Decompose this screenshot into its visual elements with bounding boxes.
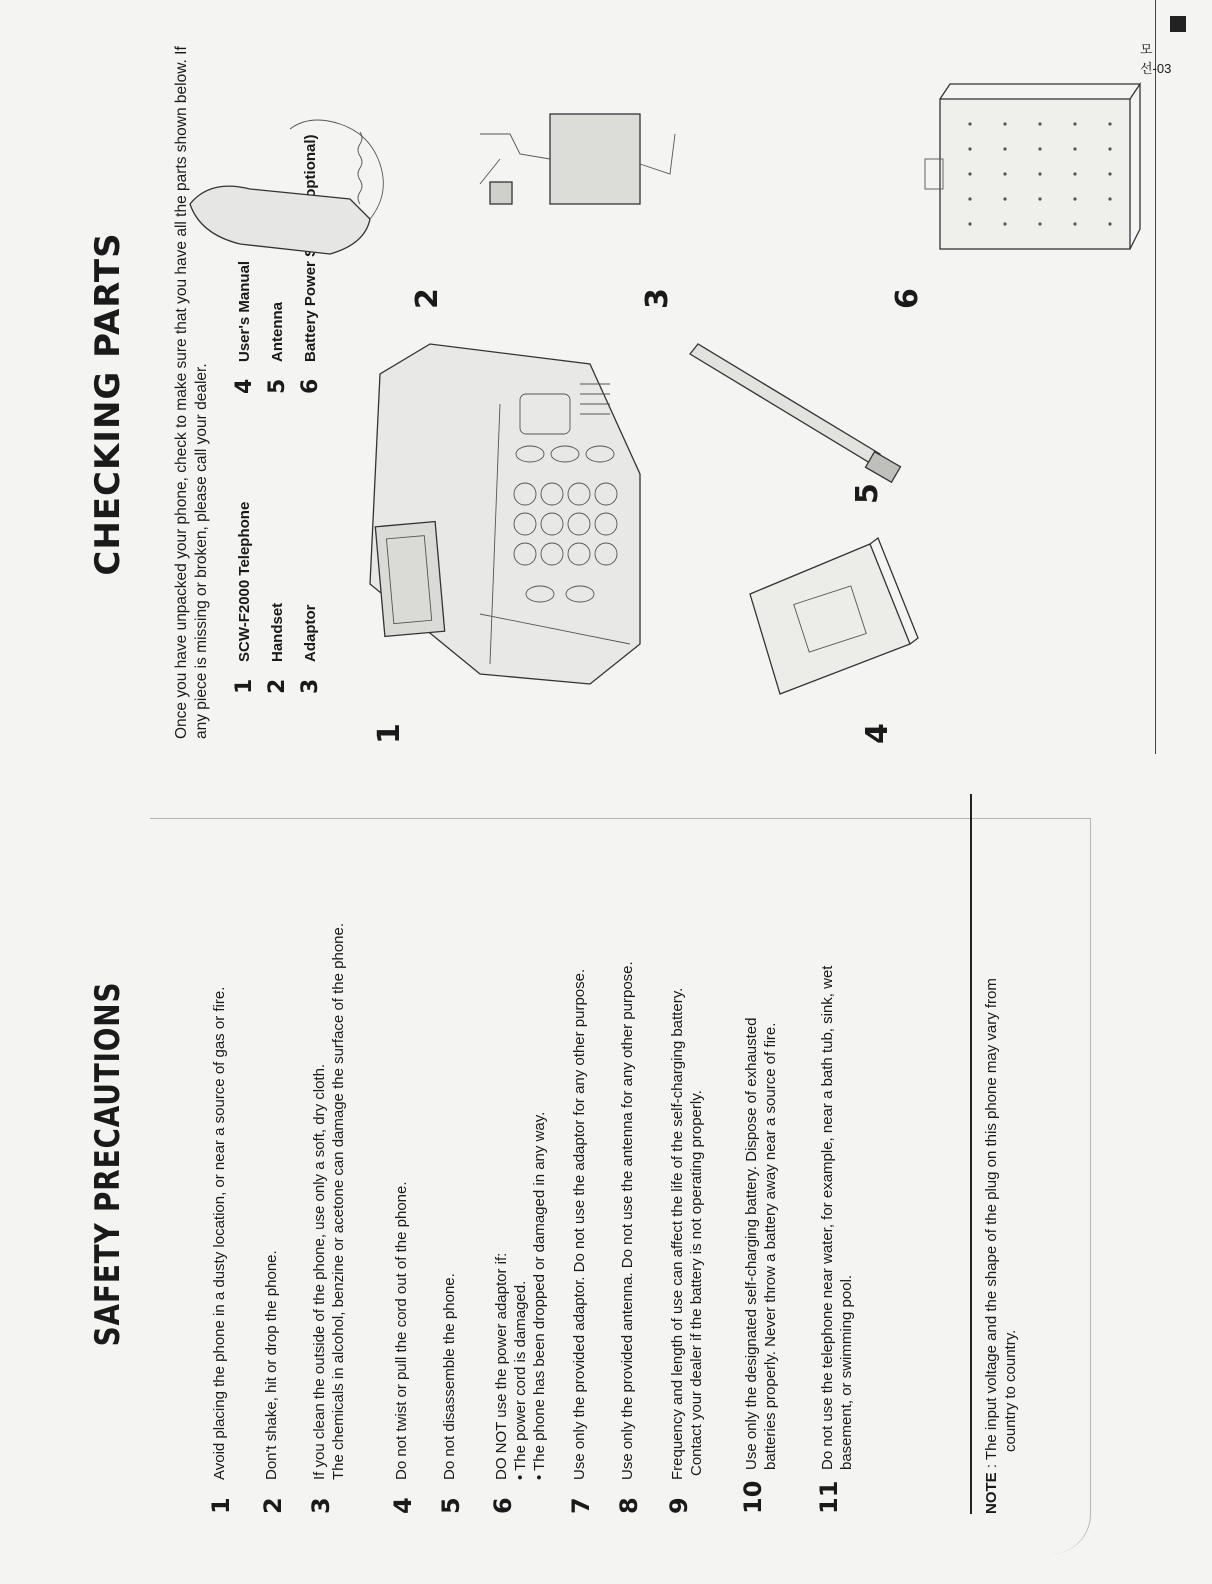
precaution-text: Avoid placing the phone in a dusty location, or near a source of gas or fire. [211,986,228,1480]
part-number: 5 [265,378,290,394]
part-label: Antenna [269,302,286,362]
figure-number-5: 5 [850,483,885,504]
precaution-line: Contact your dealer if the battery is not operating properly. [688,1090,705,1476]
manual-illustration [740,534,930,704]
part-label: Handset [269,602,286,662]
part-item [265,394,290,694]
precaution-line: • The power cord is damaged. [512,1280,529,1480]
precaution-number: 10 [739,1480,767,1514]
part-number: 3 [298,678,323,694]
figure-number-2: 2 [410,288,445,309]
antenna-illustration [680,334,910,494]
telephone-illustration [340,324,660,704]
handset-illustration [180,74,410,274]
precaution-number: 6 [489,1497,517,1514]
note-text: : The input voltage and the shape of the plug on this phone may vary from [983,978,1000,1473]
precaution-text: Use only the provided antenna. Do not use the antenna for any other purpose. [619,961,636,1480]
bottom-rule [1155,0,1156,754]
precaution-number: 2 [259,1497,287,1514]
precaution-number: 3 [307,1497,335,1514]
precaution-item [259,814,287,1514]
precaution-line: The chemicals in alcohol, benzine or acetone can damage the surface of the phone. [330,922,347,1480]
precaution-line: batteries properly. Never throw a battery away near a source of fire. [762,1022,779,1470]
precaution-text [492,1112,549,1480]
precaution-line: basement, or swimming pool. [838,1274,855,1470]
note-label: NOTE [983,1472,1000,1514]
precaution-item [207,814,235,1514]
part-number: 6 [298,378,323,394]
precaution-text: Don't shake, hit or drop the phone. [263,1250,280,1480]
precaution-number: 1 [207,1497,235,1514]
parts-intro: Once you have unpacked your phone, check to make sure that you have all the parts shown below. If any piece is missing or broken, please call your dealer. [173,46,210,739]
precaution-number: 11 [815,1480,843,1514]
battery-illustration [920,59,1150,269]
adaptor-illustration [470,64,690,264]
part-item [232,394,257,694]
precaution-item [739,814,780,1514]
parts-title: CHECKING PARTS [88,232,128,576]
precaution-text: Do not disassemble the phone. [441,1273,458,1480]
precaution-item [615,814,643,1514]
safety-title: SAFETY PRECAUTIONS [88,981,128,1347]
precaution-number: 4 [389,1497,417,1514]
precaution-item [389,814,417,1514]
precaution-text: Use only the provided adaptor. Do not use the adaptor for any other purpose. [571,968,588,1480]
figure-number-4: 4 [860,723,895,744]
note-text-continued: country to country. [1002,1329,1019,1452]
part-number: 4 [232,378,257,394]
part-label: SCW-F2000 Telephone [236,501,253,662]
precaution-text [310,923,348,1480]
precaution-item [815,814,856,1514]
precaution-text: Do not twist or pull the cord out of the phone. [393,1181,410,1480]
figure-number-1: 1 [372,723,407,744]
precaution-item [437,814,465,1514]
note [970,794,1020,1514]
precaution-item [665,814,706,1514]
figure-number-6: 6 [890,288,925,309]
part-number: 2 [265,678,290,694]
precaution-number: 9 [665,1497,693,1514]
page-mark [1170,16,1186,32]
part-label: Adaptor [302,604,319,662]
precaution-number: 7 [567,1497,595,1514]
precaution-line: Frequency and length of use can affect the life of the self-charging battery. [669,987,686,1480]
document-code: 모선-03 [1140,42,1172,76]
precaution-number: 8 [615,1497,643,1514]
precaution-item [567,814,595,1514]
precaution-item [307,814,348,1514]
part-number: 1 [232,678,257,694]
precaution-text [668,988,706,1480]
precaution-number: 5 [437,1497,465,1514]
precaution-line: • The phone has been dropped or damaged in any way. [531,1111,548,1480]
precaution-line: If you clean the outside of the phone, use only a soft, dry cloth. [311,1063,328,1480]
precaution-line: Do not use the telephone near water, for example, near a bath tub, sink, wet [819,965,836,1470]
part-label: User's Manual [236,260,253,362]
part-item [298,394,323,694]
precaution-text [742,1018,780,1471]
precaution-text [818,966,856,1470]
precaution-line: DO NOT use the power adaptor if: [493,1252,510,1480]
figure-number-3: 3 [640,288,675,309]
precaution-item [489,814,549,1514]
precaution-line: Use only the designated self-charging battery. Dispose of exhausted [743,1017,760,1470]
